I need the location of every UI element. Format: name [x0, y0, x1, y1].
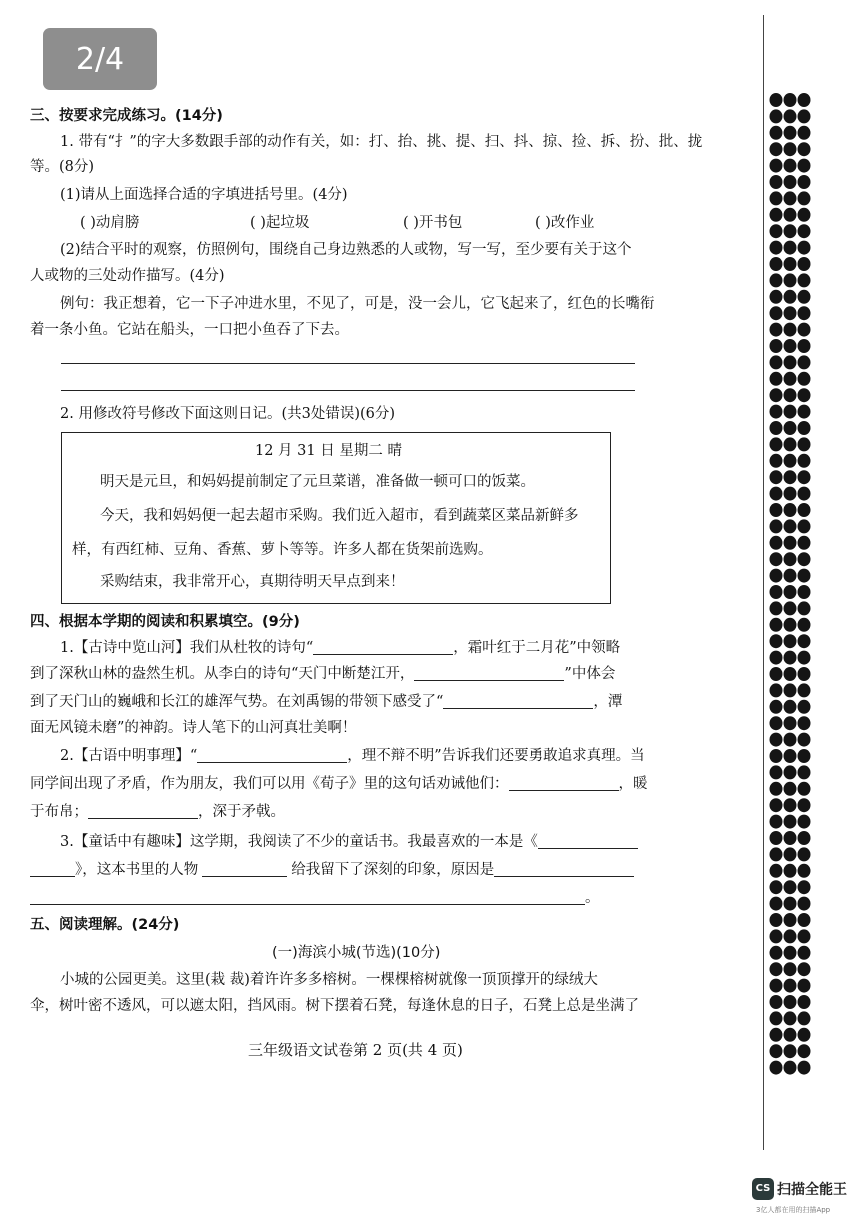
binding-hole — [784, 470, 797, 484]
binding-hole — [798, 454, 811, 468]
binding-hole — [798, 995, 811, 1009]
binding-hole — [770, 962, 783, 976]
binding-hole — [770, 815, 783, 829]
binding-hole — [770, 191, 783, 205]
binding-hole — [784, 683, 797, 697]
binding-hole — [770, 864, 783, 878]
blank-book-title-a[interactable] — [538, 833, 638, 849]
binding-hole — [770, 159, 783, 173]
binding-hole — [798, 847, 811, 861]
binding-hole — [784, 962, 797, 976]
binding-hole — [798, 257, 811, 271]
binding-hole — [798, 880, 811, 894]
binding-hole — [798, 864, 811, 878]
binding-hole — [784, 224, 797, 238]
s4-q2-line2: 同学间出现了矛盾，作为朋友，我们可以用《荀子》里的这句话劝诫他们： ，暖 — [30, 776, 648, 792]
binding-hole — [770, 897, 783, 911]
section-5-title: 五、阅读理解。(24分) — [30, 917, 180, 933]
binding-hole — [770, 109, 783, 123]
binding-hole — [784, 273, 797, 287]
binding-hole — [770, 273, 783, 287]
binding-hole — [798, 306, 811, 320]
binding-hole — [770, 683, 783, 697]
blank-saying-1[interactable] — [197, 747, 347, 763]
binding-hole — [784, 454, 797, 468]
s4-q3-line3: 。 — [30, 888, 600, 908]
binding-hole — [784, 864, 797, 878]
binding-hole — [770, 536, 783, 550]
binding-hole — [770, 995, 783, 1009]
binding-hole — [784, 733, 797, 747]
binding-hole — [784, 372, 797, 386]
q1b-line1: (2)结合平时的观察，仿照例句，围绕自己身边熟悉的人或物，写一写，至少要有关于这个 — [60, 242, 632, 258]
binding-hole — [784, 749, 797, 763]
binding-hole — [798, 798, 811, 812]
binding-hole — [770, 126, 783, 140]
binding-hole — [798, 634, 811, 648]
fill-1: ( )动肩膀 — [80, 215, 140, 231]
binding-hole — [798, 421, 811, 435]
binding-hole — [784, 700, 797, 714]
binding-hole — [798, 733, 811, 747]
binding-hole — [770, 880, 783, 894]
s4-q1-line4: 面无风镜未磨”的神韵。诗人笔下的山河真壮美啊！ — [30, 720, 357, 736]
binding-hole — [798, 224, 811, 238]
binding-hole — [798, 519, 811, 533]
binding-hole — [798, 273, 811, 287]
binding-hole — [784, 1028, 797, 1042]
binding-hole — [770, 290, 783, 304]
binding-hole — [784, 585, 797, 599]
binding-hole — [770, 388, 783, 402]
binding-hole — [798, 1011, 811, 1025]
binding-hole — [798, 667, 811, 681]
binding-hole — [784, 651, 797, 665]
binding-hole — [798, 503, 811, 517]
s4-q2-line1: 2.【古语中明事理】“ ，理不辩不明”告诉我们还要勇敢追求真理。当 — [60, 748, 645, 764]
binding-line — [763, 15, 764, 1150]
binding-hole — [798, 962, 811, 976]
binding-hole — [784, 405, 797, 419]
binding-hole — [798, 1061, 811, 1075]
binding-hole — [798, 782, 811, 796]
binding-hole — [784, 126, 797, 140]
s4-q3-line2: 》，这本书里的人物 给我留下了深刻的印象，原因是 — [30, 860, 634, 880]
binding-hole — [798, 437, 811, 451]
binding-hole — [770, 634, 783, 648]
binding-hole — [770, 700, 783, 714]
q2-prompt: 2. 用修改符号修改下面这则日记。(共3处错误)(6分) — [60, 406, 396, 422]
binding-hole — [770, 437, 783, 451]
binding-hole — [784, 1061, 797, 1075]
binding-hole — [784, 667, 797, 681]
binding-hole — [798, 191, 811, 205]
s4-q1-line2: 到了深秋山林的盎然生机。从李白的诗句“天门中断楚江开， ”中体会 — [30, 666, 616, 682]
binding-hole — [784, 1011, 797, 1025]
blank-reason-a[interactable] — [494, 861, 634, 877]
binding-hole — [784, 765, 797, 779]
binding-hole — [784, 487, 797, 501]
binding-hole — [798, 355, 811, 369]
binding-hole — [798, 716, 811, 730]
binding-hole — [770, 93, 783, 107]
binding-hole — [770, 831, 783, 845]
binding-hole — [798, 470, 811, 484]
binding-hole — [784, 782, 797, 796]
binding-hole — [798, 815, 811, 829]
binding-hole — [798, 388, 811, 402]
q1b-line2: 人或物的三处动作描写。(4分) — [30, 268, 225, 284]
page-number-badge: 2/4 — [43, 28, 157, 90]
binding-hole — [770, 765, 783, 779]
s4-q3-line1: 3.【童话中有趣味】这学期，我阅读了不少的童话书。我最喜欢的一本是《 — [60, 832, 638, 852]
binding-hole — [770, 929, 783, 943]
s4-q1-line1: 1.【古诗中览山河】我们从杜牧的诗句“ ，霜叶红于二月花”中领略 — [60, 640, 621, 656]
binding-hole — [784, 421, 797, 435]
binding-hole — [770, 454, 783, 468]
binding-hole — [798, 241, 811, 255]
binding-hole — [770, 175, 783, 189]
binding-hole — [770, 667, 783, 681]
answer-line-1[interactable] — [61, 363, 635, 364]
q1-line2: 等。(8分) — [30, 159, 95, 175]
binding-hole — [798, 1044, 811, 1058]
scanner-watermark — [752, 1178, 847, 1200]
binding-hole — [770, 257, 783, 271]
binding-hole — [798, 700, 811, 714]
binding-hole — [770, 979, 783, 993]
binding-hole — [784, 388, 797, 402]
binding-hole — [770, 372, 783, 386]
binding-hole — [798, 929, 811, 943]
binding-hole — [770, 241, 783, 255]
binding-hole — [784, 191, 797, 205]
binding-hole — [798, 749, 811, 763]
camscanner-logo-icon: CS — [752, 1178, 774, 1200]
binding-hole — [784, 618, 797, 632]
binding-hole — [784, 552, 797, 566]
blank-poem-2[interactable] — [414, 665, 564, 681]
binding-hole — [770, 651, 783, 665]
binding-hole — [770, 716, 783, 730]
binding-hole — [770, 782, 783, 796]
binding-hole — [798, 109, 811, 123]
binding-hole — [770, 208, 783, 222]
binding-hole — [798, 175, 811, 189]
diary-p2-line1: 今天，我和妈妈便一起去超市采购。我们近入超市，看到蔬菜区菜品新鲜多 — [100, 508, 579, 524]
binding-hole — [798, 372, 811, 386]
binding-hole — [784, 437, 797, 451]
binding-hole — [798, 569, 811, 583]
reading-subtitle: (一)海滨小城(节选)(10分) — [272, 945, 441, 961]
binding-hole — [798, 765, 811, 779]
binding-hole — [798, 946, 811, 960]
binding-hole — [770, 1044, 783, 1058]
section-4-title: 四、根据本学期的阅读和积累填空。(9分) — [30, 614, 300, 630]
binding-holes — [766, 90, 814, 1075]
binding-hole — [784, 323, 797, 337]
binding-hole — [784, 929, 797, 943]
binding-hole — [798, 405, 811, 419]
binding-hole — [798, 601, 811, 615]
binding-hole — [798, 339, 811, 353]
binding-hole — [784, 634, 797, 648]
binding-hole — [798, 487, 811, 501]
binding-hole — [770, 618, 783, 632]
binding-hole — [798, 323, 811, 337]
blank-poem-1[interactable] — [313, 639, 453, 655]
binding-hole — [784, 831, 797, 845]
page-footer: 三年级语文试卷第 2 页(共 4 页) — [248, 1041, 463, 1059]
binding-hole — [770, 946, 783, 960]
binding-hole — [798, 159, 811, 173]
binding-hole — [798, 126, 811, 140]
binding-hole — [770, 487, 783, 501]
watermark-title: 扫描全能王 — [777, 1182, 847, 1198]
binding-hole — [770, 323, 783, 337]
binding-hole — [784, 716, 797, 730]
binding-hole — [784, 847, 797, 861]
example-line1: 例句：我正想着，它一下子冲进水里，不见了，可是，没一会儿，它飞起来了，红色的长嘴衔 — [60, 296, 655, 312]
diary-p3: 采购结束，我非常开心，真期待明天早点到来！ — [100, 574, 405, 590]
binding-hole — [798, 651, 811, 665]
q1-line1: 1. 带有“扌”的字大多数跟手部的动作有关，如：打、抬、挑、提、扫、抖、掠、捡、拆、扮、批、拢 — [60, 134, 703, 150]
binding-hole — [784, 601, 797, 615]
diary-date: 12 月 31 日 星期二 晴 — [255, 443, 402, 459]
binding-hole — [784, 109, 797, 123]
binding-hole — [784, 159, 797, 173]
fill-4: ( )改作业 — [535, 215, 595, 231]
binding-hole — [770, 1061, 783, 1075]
binding-hole — [784, 798, 797, 812]
s4-q2-line3: 于布帛； ，深于矛戟。 — [30, 804, 285, 820]
binding-hole — [798, 831, 811, 845]
binding-hole — [798, 585, 811, 599]
binding-hole — [798, 93, 811, 107]
binding-hole — [798, 683, 811, 697]
blank-book-title-b[interactable] — [30, 861, 75, 877]
binding-hole — [770, 569, 783, 583]
blank-reason-b[interactable] — [30, 889, 585, 905]
fill-2: ( )起垃圾 — [250, 215, 310, 231]
binding-hole — [770, 1028, 783, 1042]
binding-hole — [770, 552, 783, 566]
binding-hole — [798, 1028, 811, 1042]
binding-hole — [770, 306, 783, 320]
binding-hole — [770, 585, 783, 599]
reading-line1: 小城的公园更美。这里(栽 裁)着许许多多榕树。一棵棵榕树就像一顶顶撑开的绿绒大 — [60, 972, 598, 988]
fill-3: ( )开书包 — [403, 215, 463, 231]
binding-hole — [798, 618, 811, 632]
binding-hole — [770, 503, 783, 517]
binding-hole — [770, 798, 783, 812]
binding-hole — [784, 536, 797, 550]
binding-hole — [784, 569, 797, 583]
watermark-subtitle: 3亿人都在用的扫描App — [756, 1206, 831, 1214]
binding-hole — [770, 470, 783, 484]
binding-hole — [770, 224, 783, 238]
s4-q1-line3: 到了天门山的巍峨和长江的雄浑气势。在刘禹锡的带领下感受了“ ，潭 — [30, 694, 623, 710]
binding-hole — [770, 421, 783, 435]
binding-hole — [770, 601, 783, 615]
binding-hole — [784, 208, 797, 222]
q1a-prompt: (1)请从上面选择合适的字填进括号里。(4分) — [60, 187, 348, 203]
answer-line-2[interactable] — [61, 390, 635, 391]
binding-hole — [784, 995, 797, 1009]
binding-hole — [784, 519, 797, 533]
binding-hole — [770, 339, 783, 353]
binding-hole — [798, 552, 811, 566]
diary-p1: 明天是元旦，和妈妈提前制定了元旦菜谱，准备做一顿可口的饭菜。 — [100, 474, 535, 490]
binding-hole — [784, 503, 797, 517]
blank-character[interactable] — [202, 861, 287, 877]
binding-hole — [784, 979, 797, 993]
binding-hole — [784, 257, 797, 271]
blank-saying-3[interactable] — [88, 803, 198, 819]
example-line2: 着一条小鱼。它站在船头，一口把小鱼吞了下去。 — [30, 322, 349, 338]
binding-hole — [770, 1011, 783, 1025]
binding-hole — [784, 355, 797, 369]
binding-hole — [784, 897, 797, 911]
binding-hole — [798, 536, 811, 550]
binding-hole — [784, 93, 797, 107]
binding-hole — [798, 290, 811, 304]
binding-hole — [770, 847, 783, 861]
binding-hole — [770, 405, 783, 419]
binding-hole — [770, 355, 783, 369]
binding-hole — [770, 142, 783, 156]
binding-hole — [784, 290, 797, 304]
binding-hole — [784, 175, 797, 189]
binding-hole — [770, 913, 783, 927]
binding-hole — [770, 749, 783, 763]
binding-hole — [784, 815, 797, 829]
binding-hole — [770, 733, 783, 747]
diary-p2-line2: 样，有西红柿、豆角、香蕉、萝卜等等。许多人都在货架前选购。 — [72, 542, 493, 558]
binding-hole — [798, 208, 811, 222]
section-3-title: 三、按要求完成练习。(14分) — [30, 108, 223, 124]
binding-hole — [784, 880, 797, 894]
binding-hole — [784, 241, 797, 255]
binding-hole — [784, 1044, 797, 1058]
blank-saying-2[interactable] — [509, 775, 619, 791]
binding-hole — [784, 913, 797, 927]
binding-hole — [798, 913, 811, 927]
binding-hole — [798, 979, 811, 993]
blank-poem-3[interactable] — [443, 693, 593, 709]
binding-hole — [798, 142, 811, 156]
binding-hole — [798, 897, 811, 911]
reading-line2: 伞，树叶密不透风，可以遮太阳，挡风雨。树下摆着石凳，每逢休息的日子，石凳上总是坐满了 — [30, 998, 639, 1014]
binding-hole — [784, 946, 797, 960]
binding-hole — [784, 339, 797, 353]
binding-hole — [784, 142, 797, 156]
binding-hole — [784, 306, 797, 320]
binding-hole — [770, 519, 783, 533]
